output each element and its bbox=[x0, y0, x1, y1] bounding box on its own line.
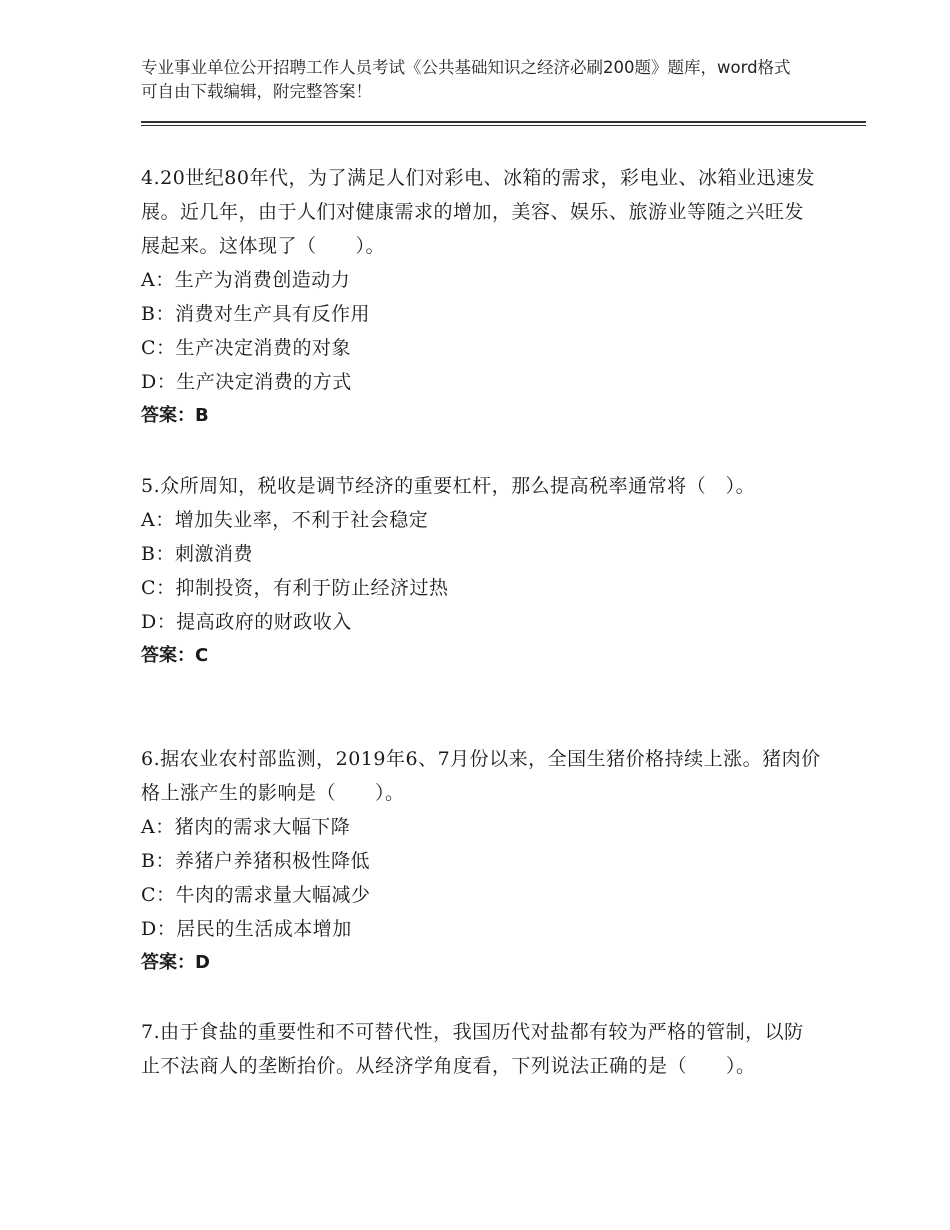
option-a: A：生产为消费创造动力 bbox=[141, 269, 351, 291]
header-divider-thin bbox=[141, 125, 866, 126]
question-stem: 6.据农业农村部监测，2019年6、7月份以来，全国生猪价格持续上涨。猪肉价格上涨产生的影响是（ ）。 bbox=[141, 748, 821, 804]
question-4 bbox=[141, 161, 821, 433]
option-a: A：猪肉的需求大幅下降 bbox=[141, 816, 351, 838]
option-d: D：居民的生活成本增加 bbox=[141, 918, 352, 940]
question-7 bbox=[141, 1015, 821, 1083]
option-c: C：生产决定消费的对象 bbox=[141, 337, 352, 359]
option-d: D：生产决定消费的方式 bbox=[141, 371, 352, 393]
question-6 bbox=[141, 742, 821, 980]
option-d: D：提高政府的财政收入 bbox=[141, 611, 352, 633]
question-stem: 7.由于食盐的重要性和不可替代性，我国历代对盐都有较为严格的管制，以防止不法商人的垄断抬价。从经济学角度看，下列说法正确的是（ ）。 bbox=[141, 1021, 804, 1077]
option-a: A：增加失业率，不利于社会稳定 bbox=[141, 509, 429, 531]
answer-label: 答案：C bbox=[141, 645, 209, 666]
question-stem: 4.20世纪80年代，为了满足人们对彩电、冰箱的需求，彩电业、冰箱业迅速发展。近几年，由于人们对健康需求的增加，美容、娱乐、旅游业等随之兴旺发展起来。这体现了（ ）。 bbox=[141, 167, 815, 257]
document-header: 专业事业单位公开招聘工作人员考试《公共基础知识之经济必刷200题》题库，word格式可自由下载编辑，附完整答案！ bbox=[141, 58, 791, 101]
option-b: B：刺激消费 bbox=[141, 543, 253, 565]
header-divider-thick bbox=[141, 121, 866, 123]
answer-label: 答案：B bbox=[141, 405, 209, 426]
question-stem: 5.众所周知，税收是调节经济的重要杠杆，那么提高税率通常将（ ）。 bbox=[141, 475, 756, 497]
option-b: B：消费对生产具有反作用 bbox=[141, 303, 370, 325]
option-b: B：养猪户养猪积极性降低 bbox=[141, 850, 370, 872]
question-5 bbox=[141, 469, 821, 673]
option-c: C：抑制投资，有利于防止经济过热 bbox=[141, 577, 449, 599]
answer-label: 答案：D bbox=[141, 952, 210, 973]
option-c: C：牛肉的需求量大幅减少 bbox=[141, 884, 371, 906]
